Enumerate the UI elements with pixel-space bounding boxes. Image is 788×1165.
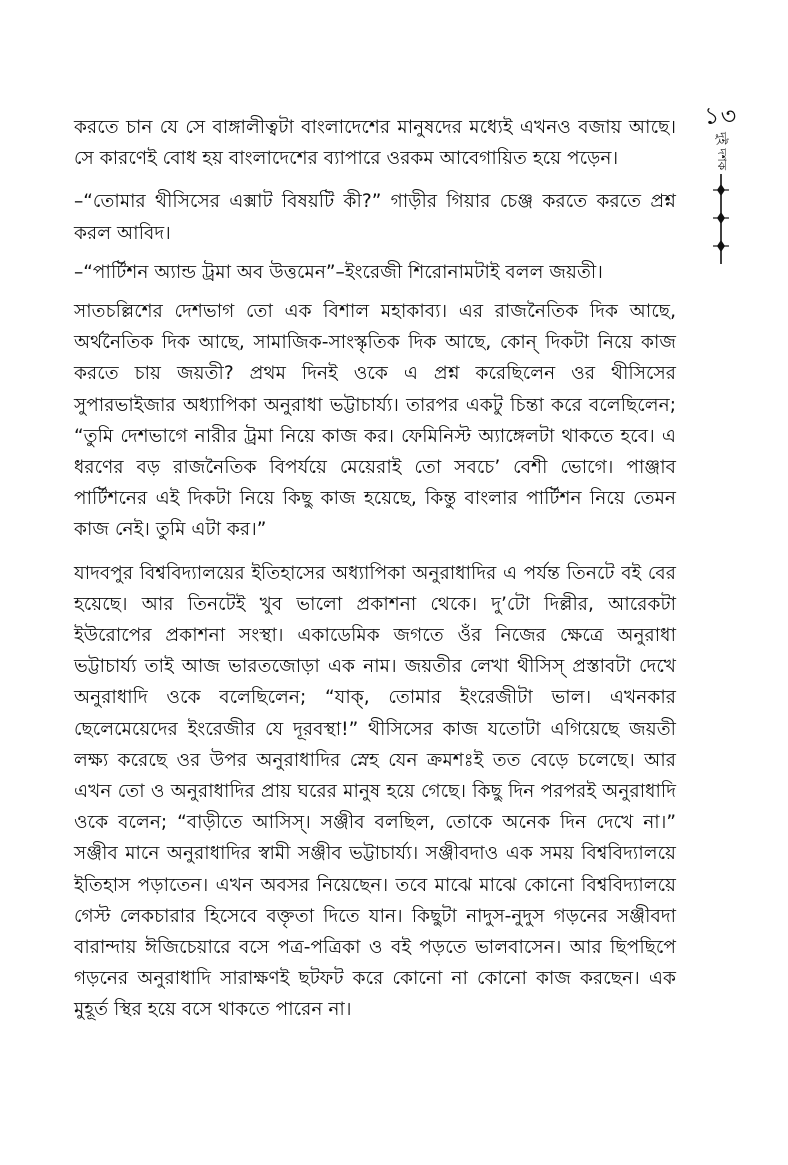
body-text — [74, 112, 676, 1038]
paragraph-partition: সাতচল্লিশের দেশভাগ তো এক বিশাল মহাকাব্য। এর রাজনৈতিক দিক আছে, অর্থনৈতিক দিক আছে, সামাজিক-সাংস্কৃতিক দিক আছে, কোন্ দিকটা নিয়ে কাজ করতে চায় জয়তী? প্রথম দিনই ওকে এ প্রশ্ন করেছিলেন ওর থীসিসের সুপারভাইজার অধ্যাপিকা অনুরাধা ভট্টাচার্য্য। তারপর একটু চিন্তা করে বলেছিলেন; “তুমি দেশভাগে নারীর ট্রমা নিয়ে কাজ কর। ফেমিনিস্ট অ্যাঙ্গেলটা থাকতে হবে। এ ধরণের বড় রাজনৈতিক বিপর্যয়ে মেয়েরাই তো সবচে’ বেশী ভোগে। পাঞ্জাব পার্টিশনের এই দিকটা নিয়ে কিছু কাজ হয়েছে, কিন্তু বাংলার পার্টিশন নিয়ে তেমন কাজ নেই। তুমি এটা কর।” — [74, 301, 676, 541]
paragraph-intro: করতে চান যে সে বাঙ্গালীত্বটা বাংলাদেশের মানুষদের মধ্যেই এখনও বজায় আছে। সে কারণেই বোধ হয় বাংলাদেশের ব্যাপারে ওরকম আবেগায়িত হয়ে পড়েন। — [74, 117, 676, 170]
paragraph-anuradha: যাদবপুর বিশ্ববিদ্যালয়ের ইতিহাসের অধ্যাপিকা অনুরাধাদির এ পর্যন্ত তিনটে বই বের হয়েছে। আর তিনটেই খুব ভালো প্রকাশনা থেকে। দু’টো দিল্লীর, আরেকটা ইউরোপের প্রকাশনা সংস্থা। একাডেমিক জগতে ওঁর নিজের ক্ষেত্রে অনুরাধা ভট্টাচার্য্য তাই আজ ভারতজোড়া এক নাম। জয়তীর লেখা থীসিস্ প্রস্তাবটা দেখে অনুরাধাদি ওকে বলেছিলেন; “যাক্, তোমার ইংরেজীটা ভাল। এখনকার ছেলেমেয়েদের ইংরেজীর যে দূরবস্থা!” থীসিসের কাজ যতোটা এগিয়েছে জয়তী লক্ষ্য করেছে ওর উপর অনুরাধাদির স্নেহ যেন ক্রমশঃই তত বেড়ে চলেছে। আর এখন তো ও অনুরাধাদির প্রায় ঘরের মানুষ হয়ে গেছে। কিছু দিন পরপরই অনুরাধাদি ওকে বলেন; “বাড়ীতে আসিস্। সঞ্জীব বলছিল, তোকে অনেক দিন দেখে না।” সঞ্জীব মানে অনুরাধাদির স্বামী সঞ্জীব ভট্টাচার্য্য। সঞ্জীবদাও এক সময় বিশ্ববিদ্যালয়ে ইতিহাস পড়াতেন। এখন অবসর নিয়েছেন। তবে মাঝে মাঝে কোনো বিশ্ববিদ্যালয়ে গেস্ট লেকচারার হিসেবে বক্তৃতা দিতে যান। কিছুটা নাদুস-নুদুস গড়নের সঞ্জীবদা বারান্দায় ঈজিচেয়ারে বসে পত্র-পত্রিকা ও বই পড়তে ভালবাসেন। আর ছিপছিপে গড়নের অনুরাধাদি সারাক্ষণই ছটফট করে কোনো না কোনো কাজ করছেন। এক মুহূর্ত স্থির হয়ে বসে থাকতে পারেন না। — [74, 562, 676, 1021]
running-head: দুই দশক — [715, 132, 729, 171]
paragraph-dialog-question: –“তোমার থীসিসের এক্সাট বিষয়টি কী?” গাড়ীর গিয়ার চেঞ্জ করতে করতে প্রশ্ন করল আবিদ। — [74, 191, 676, 244]
decorative-ornament-icon — [707, 174, 735, 264]
page-margin-header — [700, 98, 750, 268]
paragraph-dialog-answer: –“পার্টিশন অ্যান্ড ট্রমা অব উত্তমেন”–ইংরেজী শিরোনামটাই বলল জয়তী। — [74, 261, 603, 283]
page-number: ১৩ — [704, 102, 738, 130]
